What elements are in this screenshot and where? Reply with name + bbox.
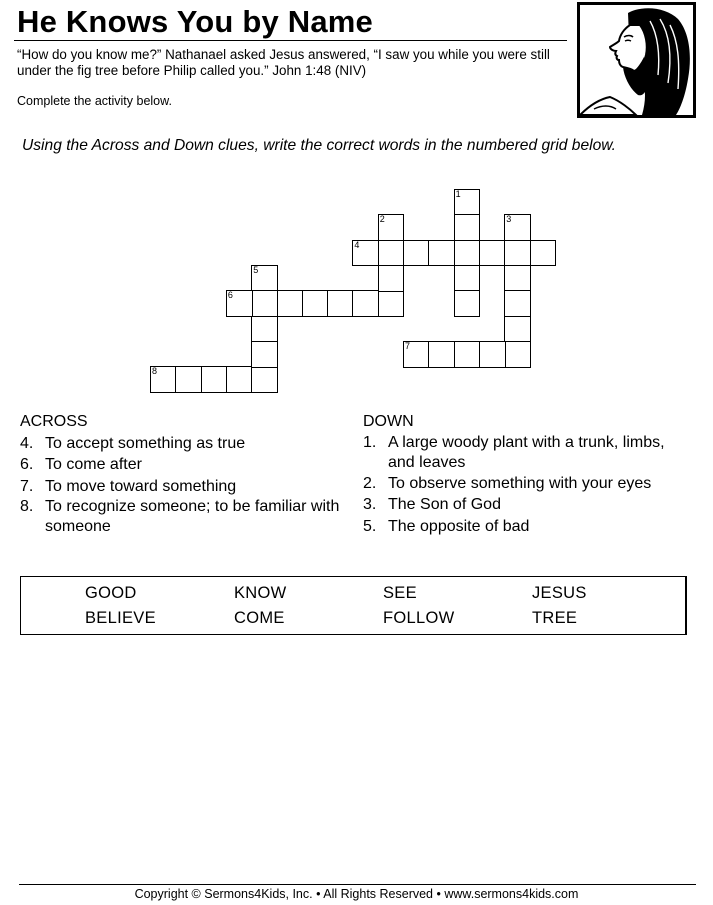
- footer-divider: [19, 884, 696, 885]
- clue-across-7: [20, 476, 350, 498]
- clue-number: 1.: [363, 433, 377, 451]
- crossword-cell[interactable]: [378, 265, 405, 292]
- crossword-cell[interactable]: [504, 240, 531, 267]
- crossword-cell[interactable]: [454, 290, 481, 317]
- word-bank-item: BELIEVE: [85, 609, 156, 627]
- crossword-cell[interactable]: [327, 290, 354, 317]
- clue-across-6: [20, 454, 350, 476]
- crossword-cell[interactable]: [302, 290, 329, 317]
- down-clues: [363, 411, 693, 537]
- across-heading: ACROSS: [20, 413, 88, 430]
- clue-across-8: [20, 497, 350, 537]
- crossword-cell[interactable]: [454, 240, 481, 267]
- crossword-cell[interactable]: [352, 290, 379, 317]
- crossword-cell[interactable]: [378, 214, 405, 241]
- cell-number: 8: [152, 366, 158, 377]
- copyright-footer: Copyright © Sermons4Kids, Inc. • All Rights Reserved • www.sermons4kids.com: [134, 887, 579, 901]
- word-bank-item: SEE: [383, 584, 417, 602]
- cell-number: 5: [253, 264, 259, 275]
- clue-number: 8.: [20, 498, 34, 515]
- clue-number: 7.: [20, 477, 34, 495]
- clue-down-2: [363, 473, 693, 495]
- across-clues: [20, 411, 350, 537]
- clue-text: A large woody plant with a trunk, limbs, and leaves: [388, 433, 665, 471]
- cell-number: 2: [379, 214, 385, 225]
- crossword-cell[interactable]: [352, 240, 379, 267]
- clue-down-5: [363, 516, 693, 538]
- down-heading: DOWN: [363, 413, 414, 430]
- clue-number: 4.: [20, 434, 34, 452]
- cell-number: 7: [405, 340, 411, 351]
- crossword-cell[interactable]: [277, 290, 304, 317]
- clue-text: To observe something with your eyes: [388, 474, 652, 492]
- crossword-cell[interactable]: [251, 290, 278, 317]
- word-bank-item: KNOW: [234, 584, 287, 602]
- word-bank: [20, 576, 687, 635]
- clue-down-3: [363, 494, 693, 516]
- clue-text: The opposite of bad: [388, 517, 530, 535]
- crossword-cell[interactable]: [251, 366, 278, 393]
- clue-text: To come after: [45, 456, 142, 473]
- crossword-cell[interactable]: [251, 316, 278, 343]
- crossword-cell[interactable]: [479, 341, 506, 368]
- clue-text: To recognize someone; to be familiar with someone: [45, 498, 340, 535]
- cell-number: 4: [354, 239, 360, 250]
- crossword-cell[interactable]: [454, 265, 481, 292]
- cell-number: 3: [506, 214, 512, 225]
- crossword-cell[interactable]: [251, 265, 278, 292]
- crossword-cell[interactable]: [201, 366, 228, 393]
- page-title: He Knows You by Name: [17, 4, 373, 39]
- crossword-cell[interactable]: [150, 366, 177, 393]
- scripture-verse: “How do you know me?” Nathanael asked Jesus answered, “I saw you while you were still under the fig tree before Philip called you.” John 1:48 (NIV): [17, 47, 550, 78]
- crossword-cell[interactable]: [378, 290, 405, 317]
- clue-number: 3.: [363, 496, 377, 513]
- word-bank-item: COME: [234, 609, 285, 627]
- crossword-cell[interactable]: [504, 290, 531, 317]
- cell-number: 1: [455, 189, 461, 199]
- instruction-text: Complete the activity below.: [17, 94, 172, 108]
- clue-number: 2.: [363, 474, 377, 492]
- clue-number: 6.: [20, 456, 34, 473]
- word-bank-item: FOLLOW: [383, 609, 455, 627]
- jesus-portrait-illustration: [577, 2, 696, 118]
- clue-number: 5.: [363, 517, 377, 535]
- crossword-cell[interactable]: [175, 366, 202, 393]
- clue-text: The Son of God: [388, 496, 501, 513]
- title-divider: [14, 40, 567, 41]
- clue-down-1: [363, 433, 693, 473]
- crossword-cell[interactable]: [226, 366, 253, 393]
- crossword-cell[interactable]: [504, 316, 531, 343]
- crossword-cell[interactable]: [428, 341, 455, 368]
- crossword-cell[interactable]: [479, 240, 506, 267]
- cell-number: 6: [227, 290, 233, 301]
- crossword-cell[interactable]: [403, 240, 430, 267]
- jesus-profile-icon: [580, 5, 693, 115]
- word-bank-item: TREE: [532, 609, 578, 627]
- crossword-cell[interactable]: [504, 341, 531, 368]
- clue-text: To accept something as true: [45, 434, 246, 452]
- clue-text: To move toward something: [45, 477, 237, 495]
- crossword-cell[interactable]: [454, 341, 481, 368]
- crossword-cell[interactable]: [251, 341, 278, 368]
- crossword-cell[interactable]: [504, 214, 531, 241]
- puzzle-directions: Using the Across and Down clues, write the correct words in the numbered grid below.: [22, 137, 617, 154]
- crossword-cell[interactable]: [403, 341, 430, 368]
- crossword-cell[interactable]: [378, 240, 405, 267]
- clue-across-4: [20, 433, 350, 455]
- word-bank-item: GOOD: [85, 584, 137, 602]
- crossword-cell[interactable]: [428, 240, 455, 267]
- word-bank-item: JESUS: [532, 584, 587, 602]
- crossword-cell[interactable]: [454, 189, 481, 216]
- crossword-cell[interactable]: [504, 265, 531, 292]
- crossword-cell[interactable]: [530, 240, 557, 267]
- crossword-cell[interactable]: [226, 290, 253, 317]
- crossword-cell[interactable]: [454, 214, 481, 241]
